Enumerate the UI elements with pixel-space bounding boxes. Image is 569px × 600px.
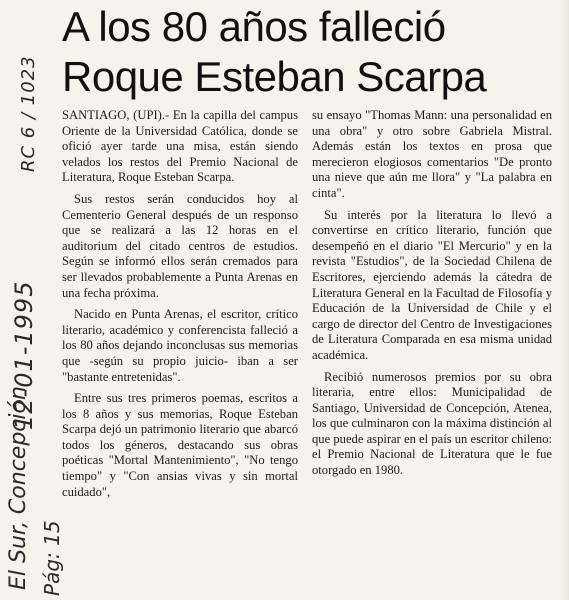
article-right-column (312, 108, 552, 485)
article-paragraph: su ensayo "Thomas Mann: una personalidad en una obra" y otro sobre Gabriela Mistral. Además están los textos en prosa que merecieron elogiosos comentarios "De pronto una nieve que aún me llora" y "La palabra en cinta". (312, 108, 552, 200)
article-paragraph: Su interés por la literatura lo llevó a convertirse en crítico literario, función que desempeñó en el diario "El Mercurio" y en la revista "Estudios", de la Sociedad Chilena de Escritores, ejerciendo además la cátedra de Literatura General en la Facultad de Filosofía y Educación de la Universidad de Chile y el cargo de director del Centro de Investigaciones de Literatura Comparada en esa misma unidad académica. (312, 207, 552, 362)
source-annotation: El Sur, Concepción (6, 386, 31, 590)
article-paragraph: Recibió numerosos premios por su obra literaria, entre ellos: Municipalidad de Santiago, Universidad de Concepción, Atenea, los que culminaron con la máxima distinción al que puede aspirar en el país un escritor chileno: el Premio Nacional de Literatura que le fue otorgado en 1980. (312, 369, 552, 478)
archive-code-annotation: RC 6 / 1023 (18, 55, 39, 172)
article-paragraph: Nacido en Punta Arenas, el escritor, crítico literario, académico y conferencista falleció a los 80 años dejando inconclusas sus memorias que -según su propio juicio- iban a ser "bastante entretenidas". (62, 307, 298, 384)
page-annotation: Pág: 15 (40, 520, 64, 596)
article-paragraph: SANTIAGO, (UPI).- En la capilla del campus Oriente de la Universidad Católica, donde se ofició ayer tarde una misa, están siendo velados los restos del Premio Nacional de Literatura, Roque Esteban Scarpa. (62, 108, 298, 185)
article-headline (62, 2, 562, 102)
headline-line-1: A los 80 años falleció (62, 3, 446, 50)
article-left-column (62, 108, 298, 506)
headline-line-2: Roque Esteban Scarpa (62, 53, 487, 100)
article-paragraph: Entre sus tres primeros poemas, escritos a los 8 años y sus memorias, Roque Esteban Scarpa dejó un patrimonio literario que abarcó todos los géneros, destacando sus obras poéticas "Mortal Mantenimiento", "No tengo tiempo" y "Con ansias vivas y sin mortal cuidado", (62, 391, 298, 499)
date-annotation: 12-01-1995 (10, 280, 38, 430)
article-paragraph: Sus restos serán conducidos hoy al Cementerio General después de un responso que se realizará a las 12 horas en el auditorium del citado centros de estudios. Según se informó ellos serán cremados para ser llevados probablemente a Punta Arenas en una fecha próxima. (62, 191, 298, 300)
page-edge (561, 0, 569, 600)
